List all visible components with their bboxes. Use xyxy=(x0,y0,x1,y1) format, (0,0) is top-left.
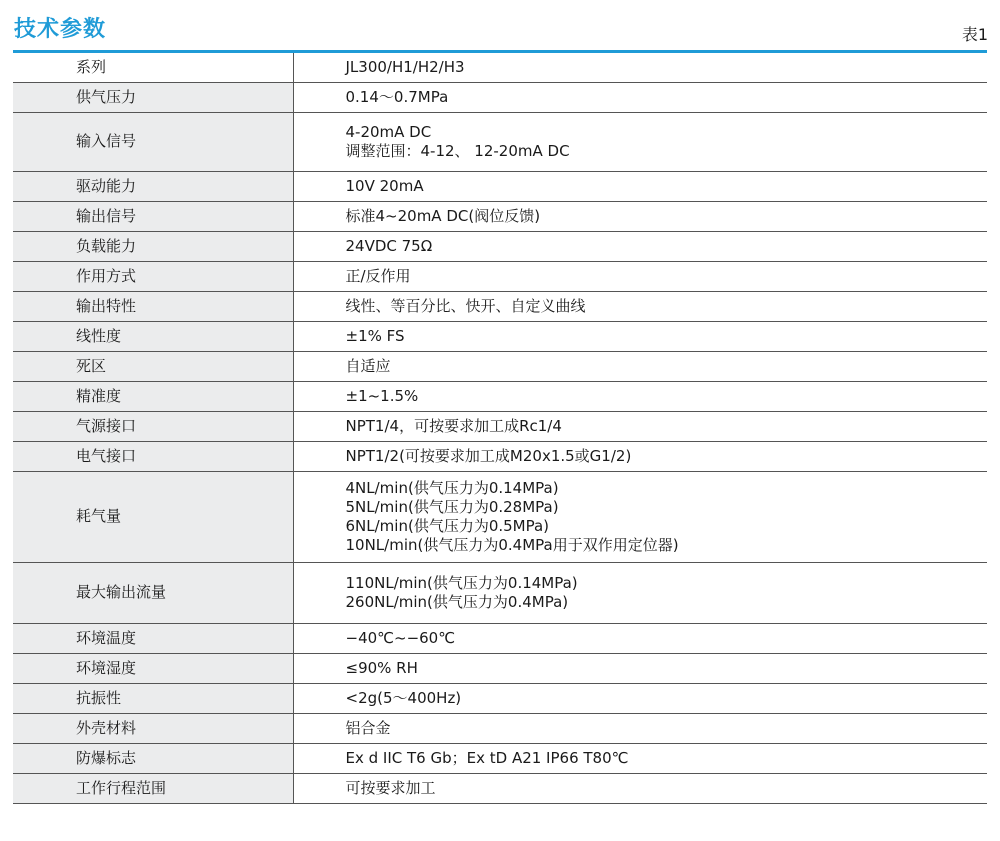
spec-value xyxy=(293,381,987,411)
table-number: 表1 xyxy=(961,25,988,44)
section-title: 技术参数 xyxy=(14,17,107,42)
spec-value-line: 可按要求加工 xyxy=(345,778,436,797)
spec-row xyxy=(13,562,987,623)
spec-label: 耗气量 xyxy=(13,471,293,562)
spec-table-body xyxy=(13,53,987,803)
spec-value-line: ±1% FS xyxy=(345,326,405,345)
spec-value xyxy=(293,201,987,231)
spec-value-line: 正/反作用 xyxy=(345,266,411,285)
spec-row xyxy=(13,53,987,82)
spec-row xyxy=(13,82,987,112)
spec-label: 抗振性 xyxy=(13,683,293,713)
spec-label: 外壳材料 xyxy=(13,713,293,743)
spec-value xyxy=(293,683,987,713)
spec-label: 环境湿度 xyxy=(13,653,293,683)
spec-row xyxy=(13,351,987,381)
spec-row xyxy=(13,713,987,743)
spec-value-line: <2g(5～400Hz) xyxy=(345,688,462,707)
spec-value-line: 自适应 xyxy=(345,356,391,375)
spec-label: 死区 xyxy=(13,351,293,381)
spec-value-line: NPT1/4，可按要求加工成Rc1/4 xyxy=(345,416,562,435)
spec-value-line: 调整范围：4-12、 12-20mA DC xyxy=(345,141,570,160)
spec-row xyxy=(13,201,987,231)
spec-row xyxy=(13,683,987,713)
spec-label: 输入信号 xyxy=(13,112,293,171)
spec-value-line: 0.14～0.7MPa xyxy=(345,87,449,106)
spec-value xyxy=(293,112,987,171)
spec-value-line: 标准4~20mA DC(阀位反馈) xyxy=(345,206,541,225)
spec-label: 工作行程范围 xyxy=(13,773,293,803)
spec-row xyxy=(13,653,987,683)
spec-label: 电气接口 xyxy=(13,441,293,471)
spec-value-line: 110NL/min(供气压力为0.14MPa) xyxy=(345,573,578,592)
spec-row xyxy=(13,441,987,471)
spec-value-line: 260NL/min(供气压力为0.4MPa) xyxy=(345,592,569,611)
spec-value-line: 4-20mA DC xyxy=(345,122,432,141)
spec-row xyxy=(13,381,987,411)
spec-row xyxy=(13,112,987,171)
spec-row xyxy=(13,411,987,441)
spec-label: 输出信号 xyxy=(13,201,293,231)
spec-value xyxy=(293,321,987,351)
spec-row xyxy=(13,773,987,803)
spec-value-line: 5NL/min(供气压力为0.28MPa) xyxy=(345,497,559,516)
spec-value xyxy=(293,471,987,562)
spec-value xyxy=(293,82,987,112)
spec-row xyxy=(13,261,987,291)
spec-value xyxy=(293,562,987,623)
spec-label: 负载能力 xyxy=(13,231,293,261)
spec-row xyxy=(13,623,987,653)
spec-row xyxy=(13,471,987,562)
spec-value xyxy=(293,411,987,441)
spec-label: 供气压力 xyxy=(13,82,293,112)
spec-row xyxy=(13,231,987,261)
spec-label: 系列 xyxy=(13,53,293,82)
spec-label: 最大输出流量 xyxy=(13,562,293,623)
spec-value xyxy=(293,171,987,201)
spec-value xyxy=(293,291,987,321)
spec-value-line: 线性、等百分比、快开、自定义曲线 xyxy=(345,296,586,315)
spec-value xyxy=(293,53,987,82)
spec-label: 气源接口 xyxy=(13,411,293,441)
spec-value xyxy=(293,261,987,291)
spec-table xyxy=(13,53,987,804)
spec-value-line: 24VDC 75Ω xyxy=(345,236,433,255)
spec-value xyxy=(293,773,987,803)
spec-value-line: Ex d IIC T6 Gb；Ex tD A21 IP66 T80℃ xyxy=(345,748,629,767)
spec-value xyxy=(293,441,987,471)
spec-value-line: 铝合金 xyxy=(345,718,391,737)
spec-label: 线性度 xyxy=(13,321,293,351)
spec-value-line: ≤90% RH xyxy=(345,658,418,677)
spec-value-line: 6NL/min(供气压力为0.5MPa) xyxy=(345,516,550,535)
spec-label: 输出特性 xyxy=(13,291,293,321)
spec-value xyxy=(293,231,987,261)
spec-value-line: −40℃~−60℃ xyxy=(345,628,456,647)
spec-value-line: JL300/H1/H2/H3 xyxy=(345,57,465,76)
spec-label: 防爆标志 xyxy=(13,743,293,773)
spec-row xyxy=(13,171,987,201)
spec-value-line: ±1~1.5% xyxy=(345,386,419,405)
spec-value xyxy=(293,623,987,653)
spec-value-line: NPT1/2(可按要求加工成M20x1.5或G1/2) xyxy=(345,446,632,465)
spec-row xyxy=(13,321,987,351)
spec-label: 驱动能力 xyxy=(13,171,293,201)
spec-row xyxy=(13,743,987,773)
spec-label: 精准度 xyxy=(13,381,293,411)
spec-value xyxy=(293,713,987,743)
spec-value xyxy=(293,743,987,773)
spec-value xyxy=(293,351,987,381)
spec-label: 作用方式 xyxy=(13,261,293,291)
spec-label: 环境温度 xyxy=(13,623,293,653)
spec-value xyxy=(293,653,987,683)
spec-row xyxy=(13,291,987,321)
spec-value-line: 10V 20mA xyxy=(345,176,424,195)
spec-value-line: 10NL/min(供气压力为0.4MPa用于双作用定位器) xyxy=(345,535,679,554)
spec-value-line: 4NL/min(供气压力为0.14MPa) xyxy=(345,478,559,497)
